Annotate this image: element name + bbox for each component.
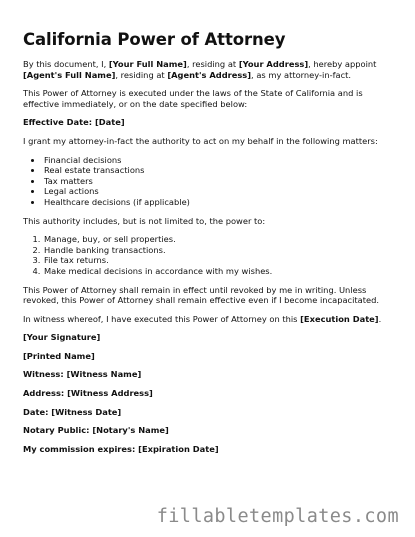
principal-address-placeholder: [Your Address]	[238, 59, 309, 69]
witness-name-line: Witness: [Witness Name]	[23, 369, 142, 380]
list-item: 1. Manage, buy, or sell properties.	[43, 234, 395, 245]
agent-name-placeholder: [Agent's Full Name]	[23, 69, 116, 80]
law-paragraph: This Power of Attorney is executed under the laws of the State of California and is effective immediately, or on the date specified below:	[23, 88, 363, 109]
witness-text-2: .	[378, 313, 382, 324]
list-item: • Financial decisions	[43, 155, 395, 166]
principal-name-placeholder: [Your Full Name]	[108, 59, 187, 69]
intro-text-3: , hereby appoint	[308, 59, 377, 69]
intro-text-1: By this document, I,	[23, 59, 109, 69]
effective-date: Effective Date: [Date]	[23, 117, 125, 128]
intro-paragraph	[23, 59, 395, 80]
intro-text-5: , as my attorney-in-fact.	[251, 69, 352, 80]
list-item: 4. Make medical decisions in accordance with my wishes.	[43, 266, 395, 277]
watermark: fillabletemplates.com	[156, 506, 399, 527]
intro-text-4: , residing at	[115, 69, 168, 80]
intro-text-2: , residing at	[186, 59, 239, 69]
list-item: 2. Handle banking transactions.	[43, 245, 395, 256]
agent-address-placeholder: [Agent's Address]	[167, 69, 252, 80]
powers-list	[23, 234, 395, 276]
document-title: California Power of Attorney	[23, 30, 286, 49]
list-item: • Real estate transactions	[43, 165, 395, 176]
list-item: 3. File tax returns.	[43, 255, 395, 266]
witness-date-line: Date: [Witness Date]	[23, 406, 122, 417]
printed-name-line: [Printed Name]	[23, 350, 95, 361]
witness-paragraph	[23, 314, 395, 325]
commission-expiry-line: My commission expires: [Expiration Date]	[23, 443, 219, 454]
witness-address-line: Address: [Witness Address]	[23, 388, 153, 399]
list-item: • Legal actions	[43, 186, 395, 197]
grant-paragraph: I grant my attorney-in-fact the authority to act on my behalf in the following matters:	[23, 135, 378, 146]
notary-line: Notary Public: [Notary's Name]	[23, 425, 169, 436]
includes-paragraph: This authority includes, but is not limited to, the power to:	[23, 215, 266, 226]
execution-date-placeholder: [Execution Date]	[300, 313, 379, 324]
matters-list	[23, 155, 395, 208]
revocation-paragraph: This Power of Attorney shall remain in effect until revoked by me in writing. Unless revoked, this Power of Attorney shall remain effective even if I become incapacitated.	[23, 284, 380, 306]
list-item: • Tax matters	[43, 176, 395, 187]
document-page	[23, 30, 395, 462]
list-item: • Healthcare decisions (if applicable)	[43, 197, 395, 208]
signature-line: [Your Signature]	[23, 332, 101, 343]
witness-text-1: In witness whereof, I have executed this Power of Attorney on this	[23, 313, 301, 324]
